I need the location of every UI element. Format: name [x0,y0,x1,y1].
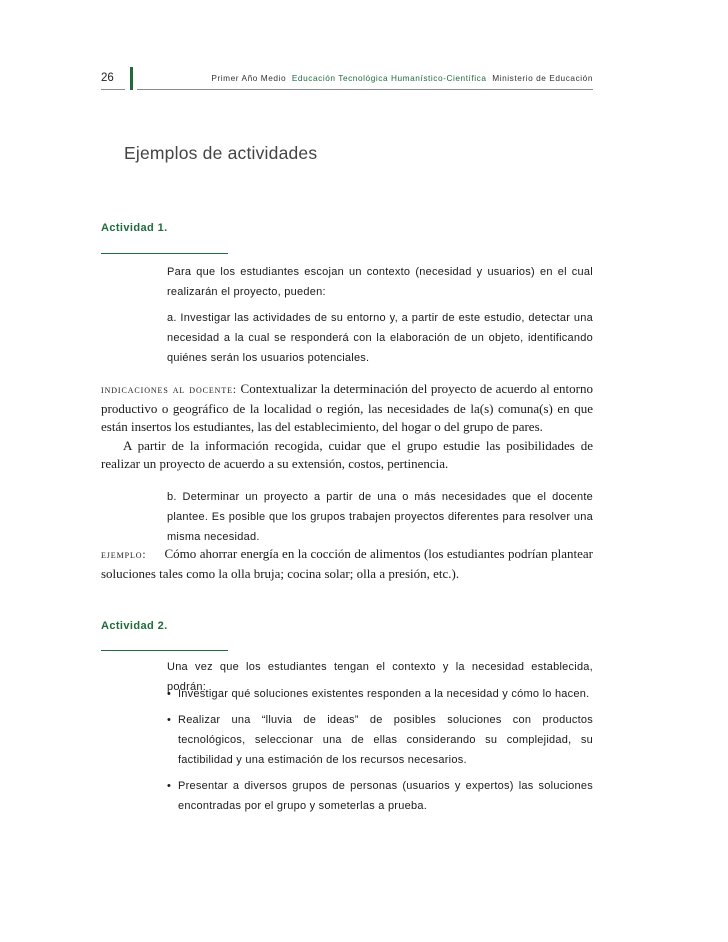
teacher-note-label: indicaciones al docente: [101,384,238,396]
header-accent-bar [130,67,133,90]
list-item: • Investigar qué soluciones existentes responden a la necesidad y cómo lo hacen. [167,684,593,704]
activity-2-rule [101,650,228,651]
activity-1-title: Actividad 1. [101,222,168,234]
teacher-note-text-2: A partir de la información recogida, cuidar que el grupo estudie las posibilidades de realizar un proyecto de acuerdo a su extensión, costos, pertinencia. [101,437,593,471]
list-item: • Realizar una “lluvia de ideas” de posibles soluciones con productos tecnológicos, seleccionar una de ellas considerando su complejidad, su factibilidad y una estimación de los recursos necesarios. [167,710,593,770]
example-label: ejemplo: [101,549,147,561]
header-rule-left [101,89,125,90]
example-text: Cómo ahorrar energía en la cocción de alimentos (los estudiantes podrían plantear soluciones tales como la olla bruja; cocina solar; olla a presión, etc.). [101,546,593,581]
page-number: 26 [101,72,114,84]
header-subject: Educación Tecnológica Humanístico-Científica [291,73,487,83]
activity-2-title: Actividad 2. [101,620,168,632]
activity-1-body [167,262,593,368]
running-header [211,73,593,83]
activity-1-step-a: a. Investigar las actividades de su entorno y, a partir de este estudio, detectar una necesidad a la cual se responderá con la elaboración de un objeto, identificando quiénes serán los usuarios potenciales. [167,312,593,364]
activity-1-rule [101,253,228,254]
activity-2-list [167,684,593,822]
list-item: • Presentar a diversos grupos de personas (usuarios y expertos) las soluciones encontradas por el grupo y someterlas a prueba. [167,776,593,816]
teacher-note-text: Contextualizar la determinación del proyecto de acuerdo al entorno productivo o geográfico de la localidad o región, las necesidades de la(s) comuna(s) en que están insertos los estudiantes, las del establecimiento, del hogar o del grupo de pares. [101,381,593,434]
header-rule-right [137,89,593,90]
activity-1-intro: Para que los estudiantes escojan un contexto (necesidad y usuarios) en el cual realizarán el proyecto, pueden: [167,266,593,298]
activity-1-step-b: b. Determinar un proyecto a partir de una o más necesidades que el docente plantee. Es posible que los grupos trabajen proyectos diferentes para resolver una misma necesidad. [167,491,593,543]
activity-2-intro: Una vez que los estudiantes tengan el contexto y la necesidad establecida, podrán: [167,661,593,693]
header-ministry: Ministerio de Educación [492,73,593,83]
section-title: Ejemplos de actividades [124,143,318,163]
header-level: Primer Año Medio [211,73,287,83]
example-block [101,545,593,583]
teacher-note [101,380,593,474]
